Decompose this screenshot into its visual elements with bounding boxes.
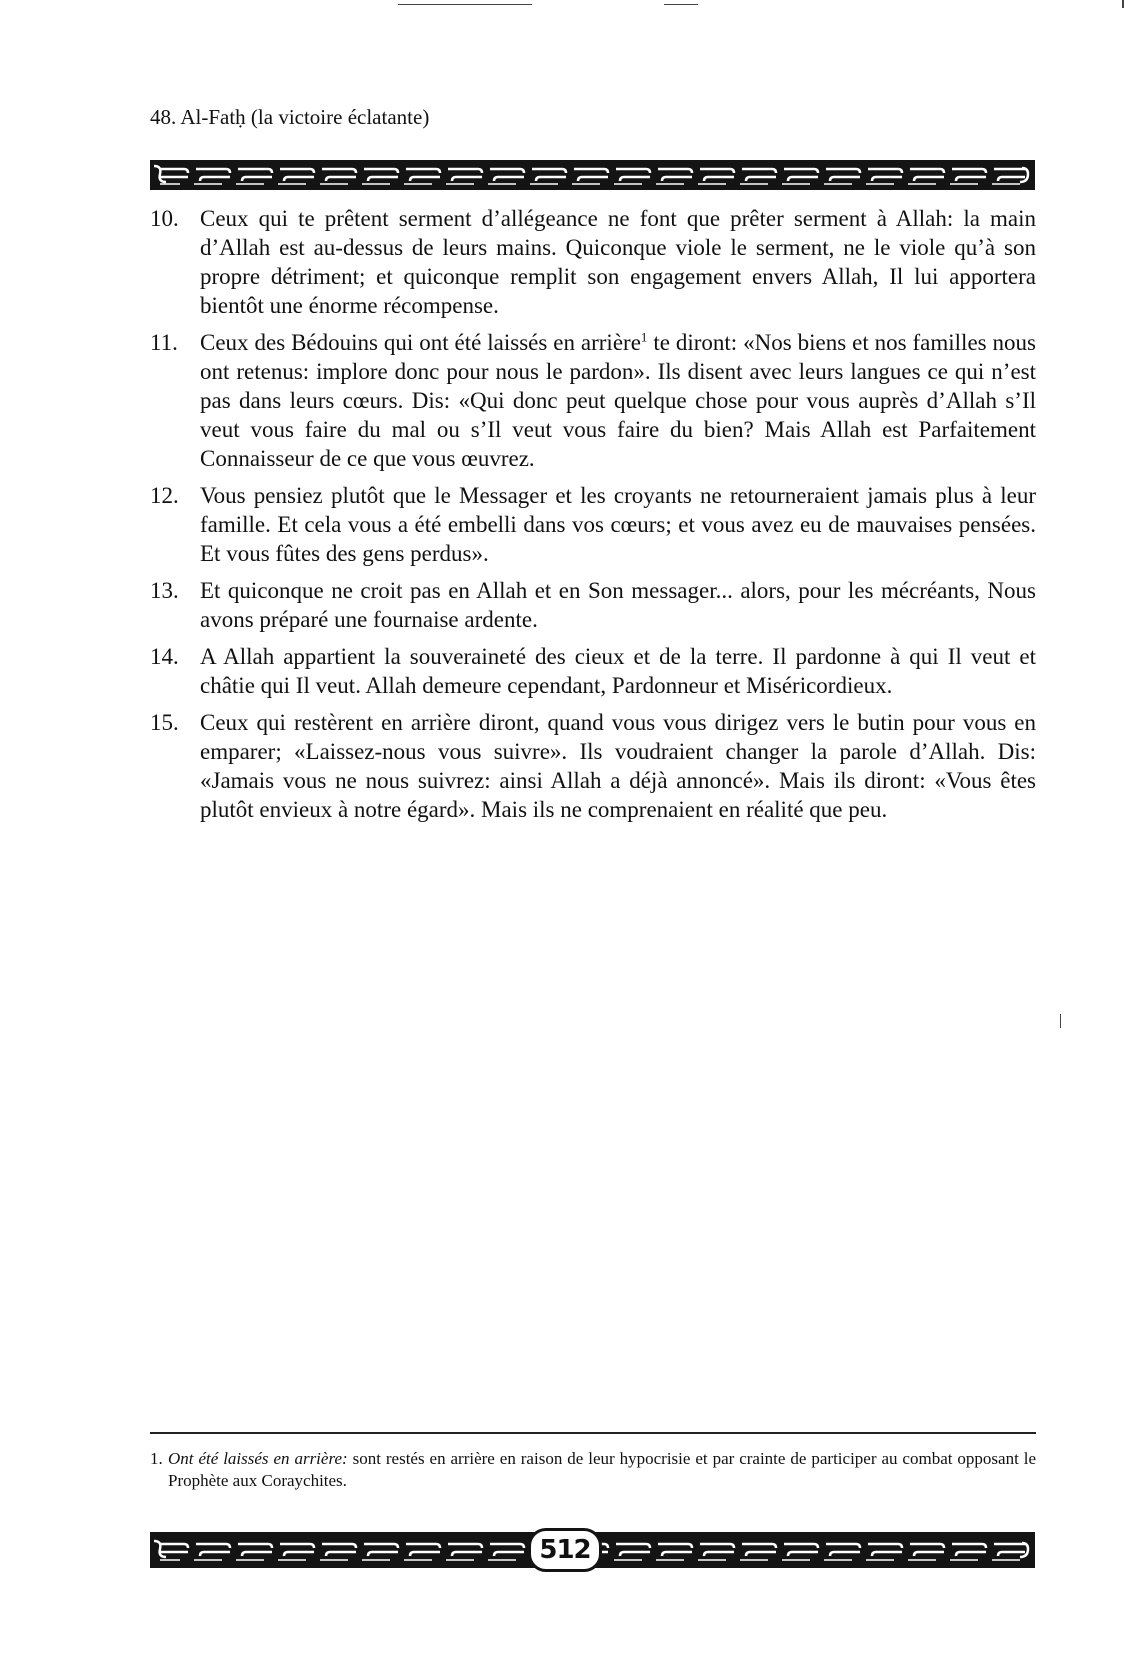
- footnote-term: Ont été laissés en arrière:: [168, 1449, 348, 1468]
- verse-number: 15.: [150, 710, 179, 735]
- verse-text: Et quiconque ne croit pas en Allah et en Son messager... alors, pour les mécréants, Nous avons préparé une fournaise ardente.: [200, 578, 1036, 632]
- scan-mark: [1122, 0, 1124, 8]
- footnote-number: 1.: [150, 1449, 163, 1468]
- footnote-body: [150, 1448, 1036, 1492]
- verse-number: 11.: [150, 330, 178, 355]
- page-number: 512: [528, 1528, 602, 1572]
- verse-12: [150, 481, 1036, 568]
- chain-ornament: [150, 160, 1035, 190]
- verse-13: [150, 576, 1036, 634]
- footnote-text: sont restés en arrière en raison de leur hypocrisie et par crainte de participer au combat opposant le Prophète aux Coraychites.: [168, 1449, 1036, 1490]
- footnote-divider: [150, 1432, 1036, 1434]
- verse-number: 13.: [150, 578, 179, 603]
- verse-text-part: Ceux des Bédouins qui ont été laissés en arrière: [200, 330, 641, 355]
- verse-number: 14.: [150, 644, 179, 669]
- verse-number: 10.: [150, 206, 179, 231]
- verse-number: 12.: [150, 483, 179, 508]
- verse-15: [150, 708, 1036, 824]
- footnote: [150, 1448, 1036, 1492]
- verse-text-part: te diront: «Nos biens et nos familles nous ont retenus: implore donc pour nous le pardon». Ils disent avec leurs langues ce qui n’est pas dans leurs cœurs. Dis: «Qui donc peut quelque chose pour vous auprès d’Allah s’Il veut vous faire du mal ou s’Il veut vous faire du bien? Mais Allah est Parfaitement Connaisseur de ce que vous œuvrez.: [200, 330, 1036, 471]
- footnote-reference[interactable]: 1: [640, 329, 648, 345]
- verse-text: [200, 330, 1036, 471]
- verse-11: [150, 328, 1036, 473]
- verse-14: [150, 642, 1036, 700]
- running-head: 48. Al-Fatḥ (la victoire éclatante): [150, 105, 430, 129]
- verse-list: [150, 204, 1036, 832]
- verse-text: Ceux qui te prêtent serment d’allégeance ne font que prêter serment à Allah: la main d’Allah est au-dessus de leurs mains. Quiconque viole le serment, ne le viole qu’à son propre détriment; et quiconque remplit son engagement envers Allah, Il lui apportera bientôt une énorme récompense.: [200, 206, 1036, 318]
- scan-mark: [664, 4, 698, 5]
- scan-mark: [1060, 1014, 1061, 1028]
- verse-text: Vous pensiez plutôt que le Messager et les croyants ne retourneraient jamais plus à leur famille. Et cela vous a été embelli dans vos cœurs; et vous avez eu de mauvaises pensées. Et vous fûtes des gens perdus».: [200, 483, 1036, 566]
- top-ornamental-band: [150, 160, 1035, 190]
- verse-10: [150, 204, 1036, 320]
- verse-text: Ceux qui restèrent en arrière diront, quand vous vous dirigez vers le butin pour vous en emparer; «Laissez-nous vous suivre». Ils voudraient changer la parole d’Allah. Dis: «Jamais vous ne nous suivrez: ainsi Allah a déjà annoncé». Mais ils diront: «Vous êtes plutôt envieux à notre égard». Mais ils ne comprenaient en réalité que peu.: [200, 710, 1036, 822]
- verse-text: A Allah appartient la souveraineté des cieux et de la terre. Il pardonne à qui Il veut et châtie qui Il veut. Allah demeure cependant, Pardonneur et Miséricordieux.: [200, 644, 1036, 698]
- scan-mark: [398, 4, 532, 5]
